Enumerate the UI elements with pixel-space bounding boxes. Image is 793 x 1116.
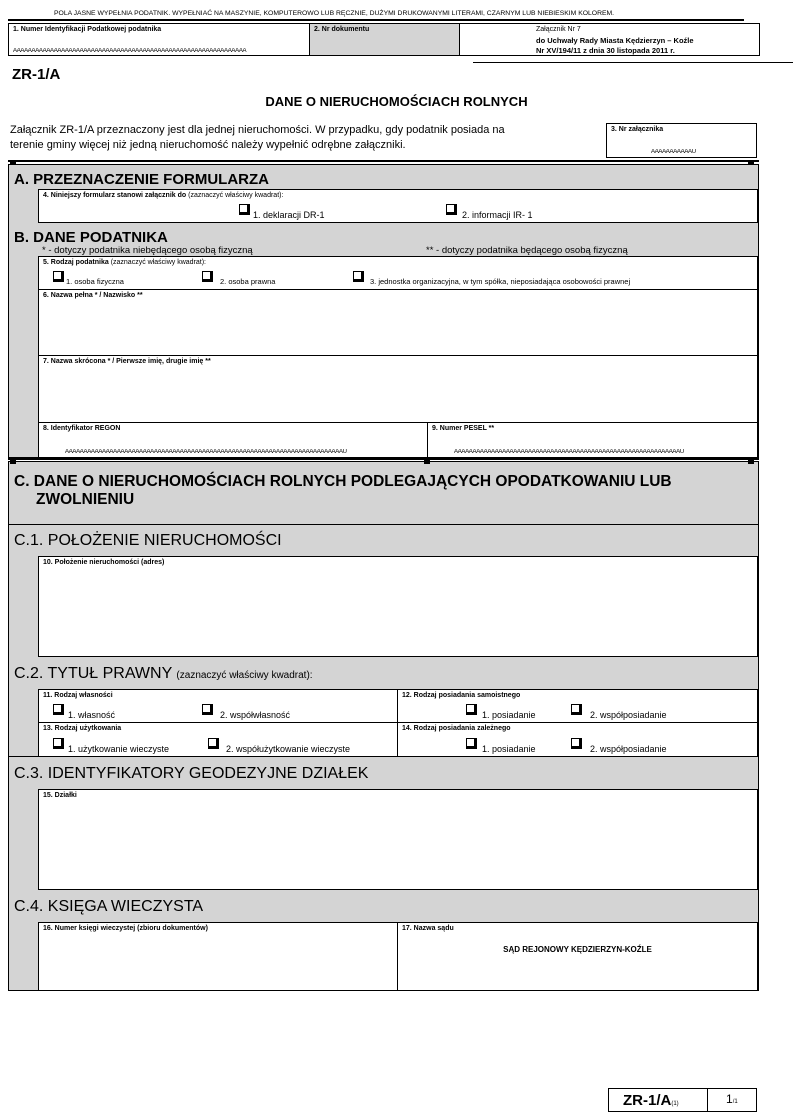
page-title: DANE O NIERUCHOMOŚCIACH ROLNYCH: [265, 94, 528, 109]
field-12-independent-possession: [397, 689, 758, 723]
section-c2-title: [14, 665, 313, 683]
option-ir1: 2. informacji IR- 1: [462, 210, 533, 220]
field-1-fill: AAAAAAAAAAAAAAAAAAAAAAAAAAAAAAAAAAAAAAAAAAAAAAAAAAAAAAAAAAAAAAA: [13, 48, 247, 54]
field-2-label: 2. Nr dokumentu: [314, 26, 370, 33]
checkbox-joint-perpetual-usufruct[interactable]: [208, 738, 219, 749]
divider-c3: [8, 756, 759, 757]
section-b-title: B. DANE PODATNIKA: [14, 229, 168, 246]
section-c2-title-text: C.2. TYTUŁ PRAWNY: [14, 665, 172, 682]
field-8-fill: ÀÀÀÀÀÀÀÀÀÀÀÀÀÀÀÀÀÀÀÀÀÀÀÀÀÀÀÀÀÀÀÀÀÀÀÀÀÀÀÀÀÀÀÀÀÀÀÀÀÀÀÀÀÀÀÀÀÀÀÀÀÀÀÀÀÀÀÀÀÀÀÀÀÀÀÛ: [65, 449, 347, 455]
field-11-ownership-type: [38, 689, 398, 723]
top-rule: [8, 19, 744, 21]
option-co-possession-14: 2. współposiadanie: [590, 744, 667, 754]
footer-form-code: [623, 1092, 679, 1109]
corner-marker: [10, 160, 16, 165]
section-a-title: A. PRZEZNACZENIE FORMULARZA: [14, 171, 269, 188]
field-16-label: 16. Numer księgi wieczystej (zbioru dokumentów): [43, 925, 208, 932]
field-5-label-text: 5. Rodzaj podatnika: [43, 259, 109, 266]
corner-marker: [748, 459, 754, 464]
resolution-box: [459, 23, 760, 56]
option-joint-perpetual-usufruct: 2. współużytkowanie wieczyste: [226, 744, 351, 754]
field-4-hint: (zaznaczyć właściwy kwadrat):: [188, 192, 284, 199]
option-co-possession-12: 2. współposiadanie: [590, 710, 667, 720]
field-9-pesel[interactable]: [427, 422, 758, 458]
resolution-line-2: do Uchwały Rady Miasta Kędzierzyn – Koźle: [536, 36, 694, 45]
checkbox-organizational-unit[interactable]: [353, 271, 364, 282]
field-1-nip[interactable]: [8, 23, 310, 56]
field-13-label: 13. Rodzaj użytkowania: [43, 725, 122, 732]
field-4-label: [43, 192, 283, 199]
field-2-doc-number: [309, 23, 460, 56]
form-code: ZR-1/A: [12, 66, 61, 83]
field-14-label: 14. Rodzaj posiadania zależnego: [402, 725, 511, 732]
footer-page-box: [707, 1088, 757, 1112]
checkbox-perpetual-usufruct[interactable]: [53, 738, 64, 749]
field-8-regon[interactable]: [38, 422, 428, 458]
footer-page-num: 1: [726, 1092, 733, 1106]
field-4-label-text: 4. Niniejszy formularz stanowi załącznik do: [43, 192, 187, 199]
checkbox-ir1[interactable]: [446, 204, 457, 215]
header-underline: [473, 62, 793, 63]
option-perpetual-usufruct: 1. użytkowanie wieczyste: [68, 744, 170, 754]
field-10-label: 10. Położenie nieruchomości (adres): [43, 559, 165, 566]
field-16-land-register-number[interactable]: [38, 922, 398, 991]
footer-form-version: (1): [671, 1101, 679, 1107]
field-13-usage-type: [38, 722, 398, 757]
checkbox-ownership[interactable]: [53, 704, 64, 715]
checkbox-legal-person[interactable]: [202, 271, 213, 282]
field-6-label: 6. Nazwa pełna * / Nazwisko **: [43, 292, 143, 299]
field-9-label: 9. Numer PESEL **: [432, 425, 495, 432]
checkbox-co-possession-14[interactable]: [571, 738, 582, 749]
field-10-property-location[interactable]: [38, 556, 758, 657]
footer-page-total: /1: [732, 1099, 738, 1105]
option-co-ownership: 2. współwłasność: [220, 710, 291, 720]
intro-line-2: terenie gminy więcej niż jedną nieruchomość należy wypełnić odrębne załączniki.: [10, 139, 406, 151]
checkbox-dr1[interactable]: [239, 204, 250, 215]
section-c4-title: C.4. KSIĘGA WIECZYSTA: [14, 898, 204, 915]
field-7-short-name[interactable]: [38, 355, 758, 423]
field-5-label: [43, 259, 206, 266]
section-c2-hint: (zaznaczyć właściwy kwadrat):: [176, 670, 313, 681]
note-non-natural-person: * - dotyczy podatnika niebędącego osobą fizyczną: [42, 245, 253, 256]
option-possession-12: 1. posiadanie: [482, 710, 536, 720]
field-17-value: SĄD REJONOWY KĘDZIERZYN-KOŹLE: [503, 945, 652, 954]
option-legal-person: 2. osoba prawna: [220, 277, 276, 286]
field-7-label: 7. Nazwa skrócona * / Pierwsze imię, drugie imię **: [43, 358, 211, 365]
corner-marker: [748, 160, 754, 165]
footer-page-number: [726, 1092, 738, 1106]
checkbox-co-ownership[interactable]: [202, 704, 213, 715]
field-8-label: 8. Identyfikator REGON: [43, 425, 121, 432]
option-natural-person: 1. osoba fizyczna: [66, 277, 124, 286]
field-5-taxpayer-type: [38, 256, 758, 290]
option-dr1: 1. deklaracji DR-1: [253, 210, 325, 220]
option-organizational-unit: 3. jednostka organizacyjna, w tym spółka, nieposiadająca osobowości prawnej: [370, 277, 631, 286]
frame-ab-top-rule: [8, 160, 759, 162]
field-14-dependent-possession: [397, 722, 758, 757]
corner-marker: [10, 459, 16, 464]
option-possession-14: 1. posiadanie: [482, 744, 536, 754]
resolution-line-1: Załącznik Nr 7: [536, 26, 581, 33]
field-5-hint: (zaznaczyć właściwy kwadrat):: [110, 259, 206, 266]
instruction-text: POLA JASNE WYPEŁNIA PODATNIK. WYPEŁNIAĆ NA MASZYNIE, KOMPUTEROWO LUB RĘCZNIE, DUŻYMI DRUKOWANYMI LITERAMI, CZARNYM LUB NIEBIESKIM KOLOREM.: [54, 10, 615, 17]
checkbox-possession-14[interactable]: [466, 738, 477, 749]
footer-form-code-text: ZR-1/A: [623, 1092, 672, 1109]
field-4-form-purpose: [38, 189, 758, 223]
field-17-court-name: [397, 922, 758, 991]
section-c-title-line-2: ZWOLNIENIU: [36, 491, 135, 508]
frame-c-top-rule: [8, 458, 759, 460]
option-ownership: 1. własność: [68, 710, 116, 720]
field-17-label: 17. Nazwa sądu: [402, 925, 454, 932]
section-c-title-line-1: C. DANE O NIERUCHOMOŚCIACH ROLNYCH PODLEGAJĄCYCH OPODATKOWANIU LUB: [14, 473, 672, 490]
checkbox-possession-12[interactable]: [466, 704, 477, 715]
field-12-label: 12. Rodzaj posiadania samoistnego: [402, 692, 521, 699]
corner-marker: [424, 459, 430, 464]
field-3-label: 3. Nr załącznika: [611, 126, 664, 133]
field-15-plots[interactable]: [38, 789, 758, 890]
divider-c1: [8, 524, 759, 525]
field-9-fill: AAAAAAAAAAAAAAAAAAAAAAAAAAAAAAAAAAAAAAAAAAAAAAAAAAAAAAAAAAAAÂÛ: [454, 449, 684, 455]
field-3-attachment-number[interactable]: [606, 123, 757, 158]
intro-line-1: Załącznik ZR-1/A przeznaczony jest dla jednej nieruchomości. W przypadku, gdy podatnik posiada na: [10, 124, 505, 136]
field-11-label: 11. Rodzaj własności: [43, 692, 113, 699]
footer-form-code-box: [608, 1088, 708, 1112]
field-6-full-name[interactable]: [38, 289, 758, 356]
note-natural-person: ** - dotyczy podatnika będącego osobą fizyczną: [426, 245, 628, 256]
checkbox-natural-person[interactable]: [53, 271, 64, 282]
checkbox-co-possession-12[interactable]: [571, 704, 582, 715]
section-c1-title: C.1. POŁOŻENIE NIERUCHOMOŚCI: [14, 532, 282, 549]
section-c3-title: C.3. IDENTYFIKATORY GEODEZYJNE DZIAŁEK: [14, 765, 369, 782]
field-1-label: 1. Numer Identyfikacji Podatkowej podatnika: [13, 26, 162, 33]
field-15-label: 15. Działki: [43, 792, 77, 799]
field-3-fill: AAAAAAAAAAÂÛ: [651, 149, 696, 155]
resolution-line-3: Nr XV/194/11 z dnia 30 listopada 2011 r.: [536, 46, 675, 55]
